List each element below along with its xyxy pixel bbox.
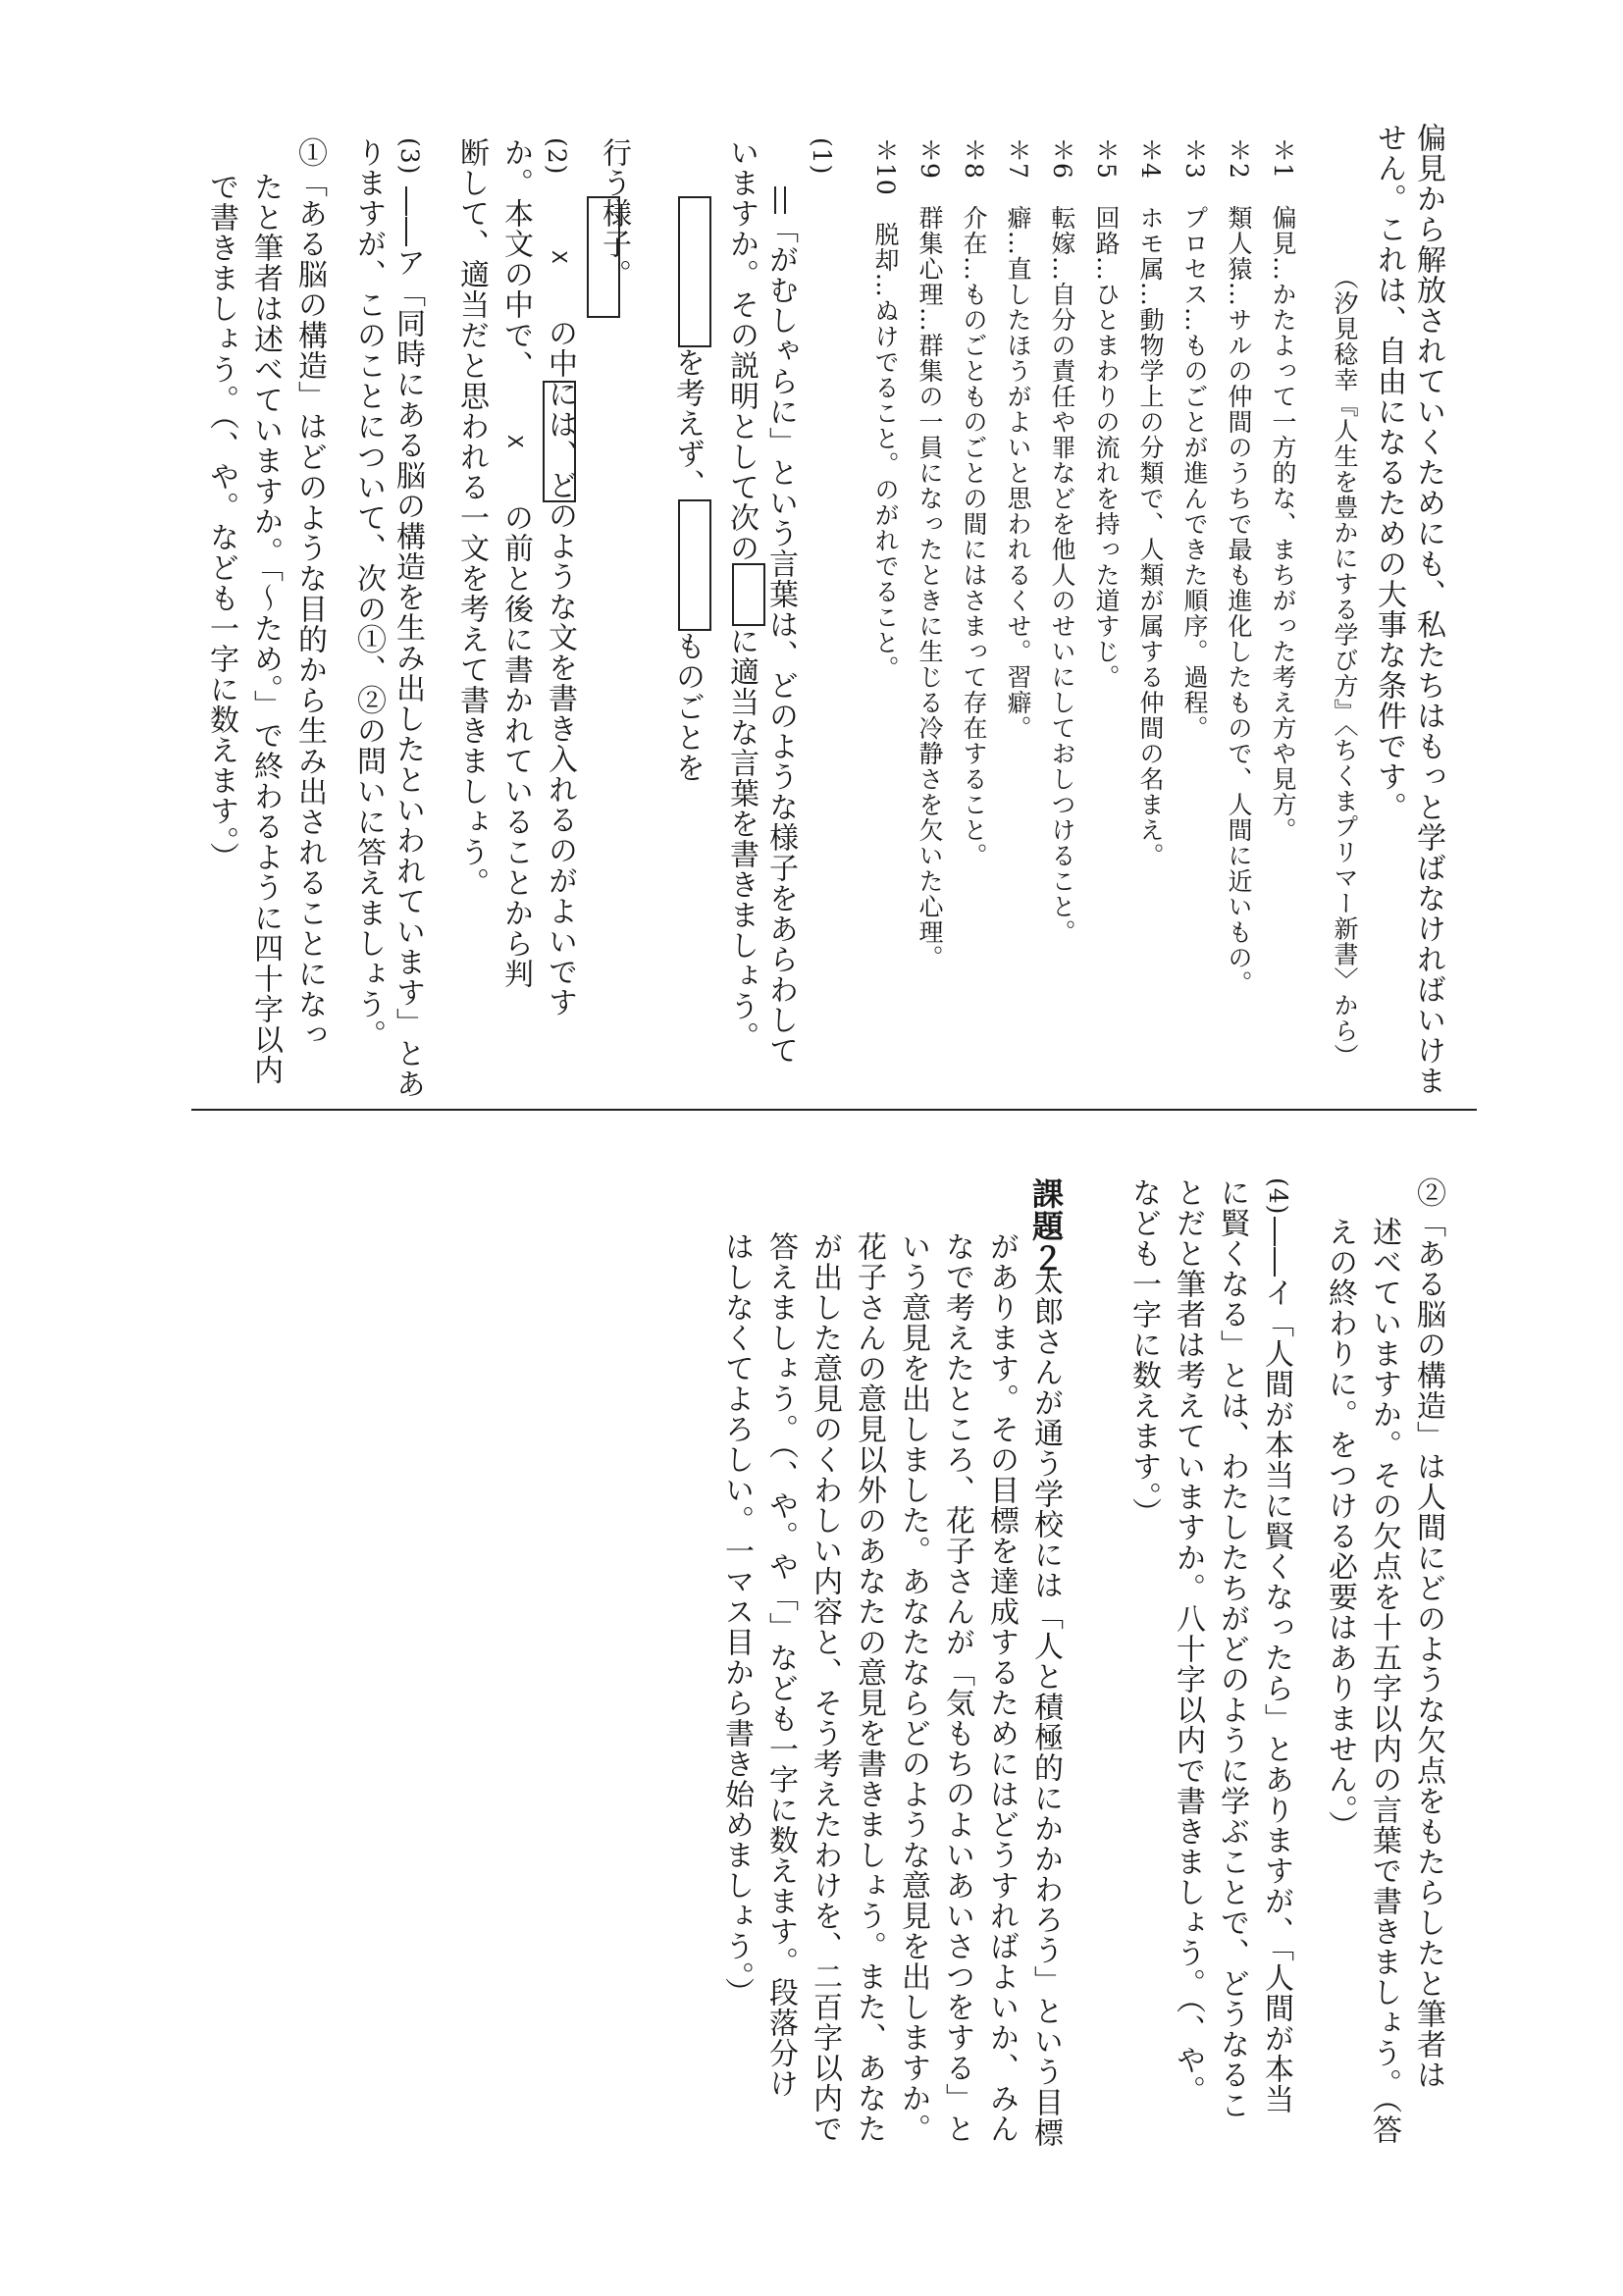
question-2-number: (2) — [543, 137, 571, 176]
blank-x-box: X — [587, 196, 620, 318]
underline-mark — [774, 186, 786, 214]
question-1-text-1: 「がむしゃらに」という言葉は、どのような様子をあらわして — [763, 214, 798, 1066]
note-3: ＊3 プロセス…ものごとが進んできた順序。過程。 — [1180, 137, 1209, 741]
note-10: ＊10 脱却…ぬけでること。のがれでること。 — [871, 137, 900, 681]
question-4-line-1 — [1259, 1217, 1293, 2114]
question-3-sub2-line-2: 述べていますか。その欠点を十五字以内の言葉で書きましょう。（答 — [1367, 1217, 1401, 2145]
note-5: ＊5 回路…ひとまわりの流れを持った道すじ。 — [1092, 137, 1121, 690]
task-2-line-8: はしなくてよろしい。一マス目から書き始めましょう。） — [719, 1231, 754, 2008]
answer-box-small[interactable] — [732, 563, 765, 626]
question-4-text-1: イ「人間が本当に賢くなったら」とありますが、「人間が本当 — [1259, 1278, 1293, 2114]
question-1-line-1 — [763, 186, 798, 1066]
question-1-line-4: 行う様子。 — [597, 137, 631, 289]
task-2-line-5: 花子さんの意見以外のあなたの意見を書きましょう。また、あなた — [852, 1231, 886, 2144]
question-1-text-2b: に適当な言葉を書きましょう。 — [724, 626, 759, 1052]
task-2-heading: 課題２ — [1027, 1177, 1065, 1275]
answer-box-1[interactable] — [678, 196, 711, 347]
question-1-line-3 — [672, 196, 711, 783]
note-7: ＊7 癖…直したほうがよいと思われるくせ。習癖。 — [1004, 137, 1032, 741]
passage-source: （汐見稔幸『人生を豊かにする学び方』〈ちくまプリマー新書〉から） — [1331, 265, 1359, 1070]
note-8: ＊8 介在…ものごとものごとの間にはさまって存在すること。 — [960, 137, 988, 868]
blank-x-box-ref: X — [543, 381, 576, 502]
question-1-number: (1) — [808, 137, 836, 176]
question-3-line-2: りますが、このことについて、次の①、②の問いに答えましょう。 — [351, 137, 386, 1050]
question-3-sub2-line-1: ②「ある脳の構造」は人間にどのような欠点をもたらしたと筆者は — [1411, 1177, 1445, 2090]
note-2: ＊2 類人猿…サルの仲間のうちで最も進化したもので、人間に近いもの。 — [1225, 137, 1253, 996]
question-3-sub1-line-3: で書きましょう。（、や。なども一字に数えます。） — [204, 172, 238, 872]
question-2-text-1: の中には、どのような文を書き入れるのがよいです — [543, 318, 577, 1018]
section-divider — [191, 1109, 1477, 1111]
answer-box-2[interactable] — [678, 499, 711, 631]
note-1: ＊1 偏見…かたよって一方的な、まちがった考え方や見方。 — [1269, 137, 1297, 843]
question-4-line-4: なども一字に数えます。） — [1126, 1177, 1161, 1528]
task-2-line-3: なで考えたところ、花子さんが「気もちのよいあいさつをする」と — [940, 1231, 974, 2144]
note-9: ＊9 群集心理…群集の一員になったときに生じる冷静さを欠いた心理。 — [916, 137, 944, 970]
question-2-text-2a: か。本文の中で、 — [498, 137, 533, 381]
task-2-line-2: があります。その目標を達成するためにはどうすればよいか、みん — [984, 1231, 1019, 2144]
question-4-line-3: とだと筆者は考えていますか。八十字以内で書きましょう。（、や。 — [1171, 1177, 1205, 2106]
note-4: ＊4 ホモ属…動物学上の分類で、人類が属する仲間の名まえ。 — [1136, 137, 1165, 868]
dash-mark: ―― — [391, 186, 425, 247]
question-2-text-2b: の前と後に書かれていることから判 — [498, 502, 533, 989]
question-3-sub2-line-3: えの終わりに。をつける必要はありません。） — [1323, 1217, 1357, 1841]
dash-mark-2: ―― — [1259, 1217, 1293, 1278]
question-3-line-1 — [391, 186, 425, 1099]
question-1-text-3a: を考えず、 — [670, 347, 705, 499]
question-1-text-3b: ものごとを — [670, 631, 705, 783]
note-6: ＊6 転嫁…自分の責任や罪などを他人のせいにしておしつけること。 — [1048, 137, 1076, 945]
passage-line-1: 偏見から解放されていくためにも、私たちはもっと学ばなければいけま — [1411, 123, 1445, 1096]
task-2-line-7: 答えましょう。（、や。や「」なども一字に数えます。段落分け — [763, 1231, 798, 2099]
question-4-number: (4) — [1264, 1177, 1292, 1216]
question-3-sub1-line-2: たと筆者は述べていますか。「〜ため。」で終わるように四十字以内 — [248, 172, 283, 1085]
question-1-text-2a: いますか。その説明として次の — [724, 137, 759, 563]
question-1-line-2 — [726, 137, 765, 1052]
question-4-line-2: に賢くなる」とは、わたしたちがどのように学ぶことで、どうなるこ — [1215, 1177, 1249, 2120]
question-3-sub1-line-1: ①「ある脳の構造」はどのような目的から生み出されることになっ — [292, 137, 327, 1050]
task-2-line-6: が出した意見のくわしい内容と、そう考えたわけを、二百字以内で — [808, 1231, 842, 2144]
passage-line-2: せん。これは、自由になるための大事な条件です。 — [1372, 123, 1406, 822]
question-3-number: (3) — [395, 137, 424, 176]
task-2-line-1: 太郎さんが通う学校には「人と積極的にかかわろう」という目標 — [1028, 1266, 1063, 2148]
question-2-line-3: 断して、適当だと思われる一文を考えて書きましょう。 — [454, 137, 489, 898]
question-3-text-1: ア「同時にある脳の構造を生み出したといわれています」とあ — [391, 247, 425, 1099]
task-2-line-4: いう意見を出しました。あなたならどのような意見を出しますか。 — [896, 1231, 930, 2144]
question-2-line-2 — [500, 137, 576, 989]
